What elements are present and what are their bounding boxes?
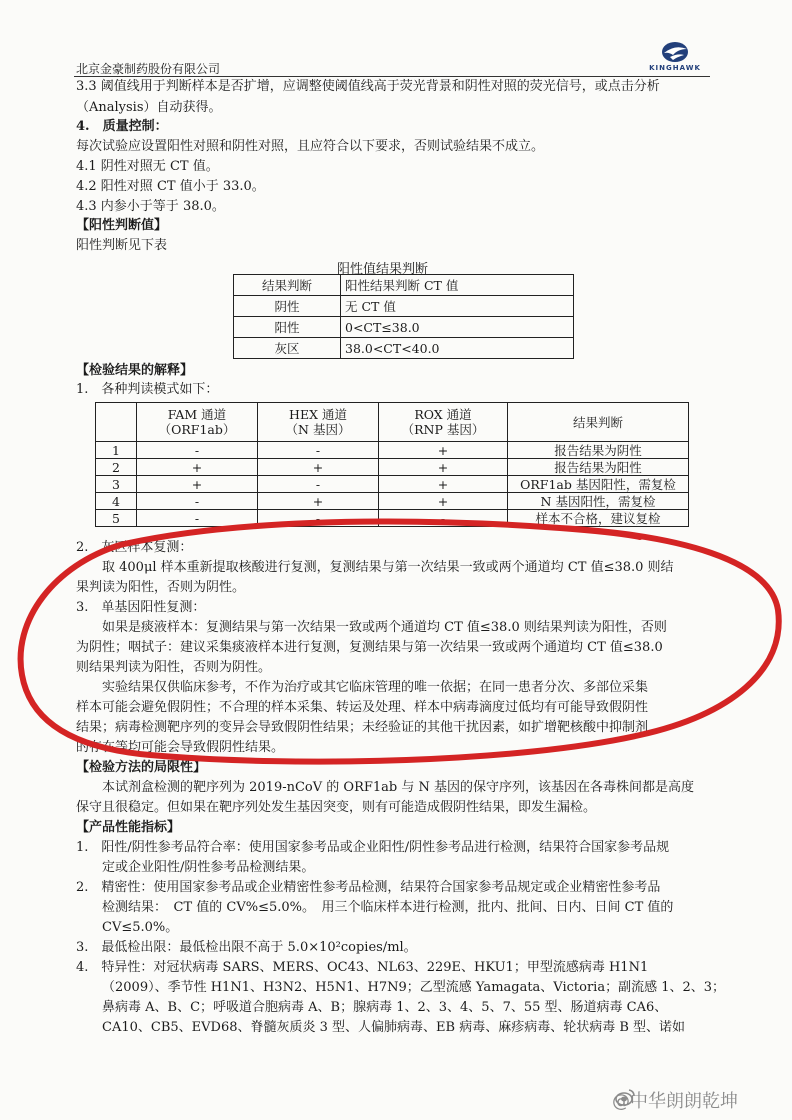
table-row [96,459,689,476]
positive-intro: 阳性判断见下表 [76,238,168,253]
table-row [96,493,689,510]
table-cell: - [258,476,379,493]
table-row [234,275,574,296]
hex-sub-header: （N 基因） [285,422,351,437]
table-cell: - [137,510,258,527]
perf-p3: 3. 最低检出限：最低检出限不高于 5.0×10²copies/ml。 [76,940,417,955]
header-rule [74,76,710,77]
table-cell: + [379,476,508,493]
table-cell: 阴性 [234,296,341,317]
positive-table [233,274,574,359]
table-cell: 灰区 [234,338,341,359]
perf-p4-line1: 4. 特异性：对冠状病毒 SARS、MERS、OC43、NL63、229E、HKU1；甲型流感病毒 H1N1 [76,960,649,975]
perf-p2-line3: CV≤5.0%。 [102,920,179,935]
interp-p2-title: 2. 灰区样本复测： [76,540,193,555]
rox-sub-header: （RNP 基因） [401,422,485,437]
table-cell: 报告结果为阴性 [508,442,689,459]
perf-p1-line1: 1. 阳性/阴性参考品符合率：使用国家参考品或企业阳性/阴性参考品进行检测，结果符合国家参考品规 [76,840,670,855]
table-header-cell [379,403,508,442]
positive-title: 【阳性判断值】 [76,218,168,233]
interp-p3-line3: 则结果判读为阳性，否则为阴性。 [76,660,272,675]
table-cell: - [379,510,508,527]
company-name: 北京金豪制药股份有限公司 [76,62,221,76]
table-row [234,296,574,317]
table-header-cell [258,403,379,442]
qc-title: 4. 质量控制： [76,119,168,134]
qc-item-2: 4.2 阳性对照 CT 值小于 33.0。 [76,179,265,194]
table-header-cell [137,403,258,442]
fam-sub-header: （ORF1ab） [158,422,236,437]
interp-p3-line2: 为阴性；咽拭子：建议采集痰液样本进行复测，复测结果与第一次结果一致或两个通道均 CT 值≤38.0 [76,640,663,655]
qc-item-3: 4.3 内参小于等于 38.0。 [76,199,225,214]
logo-text: KINGHAWK [649,64,701,72]
interp-p3-title: 3. 单基因阳性复测： [76,600,206,615]
table-cell: - [258,510,379,527]
sec33-line2: （Analysis）自动获得。 [76,100,222,115]
table-row [96,442,689,459]
table-cell: 4 [96,493,137,510]
readout-table [95,402,689,527]
table-cell: 无 CT 值 [341,296,574,317]
perf-p4-line2: （2009）、季节性 H1N1、H3N2、H5N1、H7N9；乙型流感 Yamagata、Victoria；副流感 1、2、3； [102,980,726,995]
table-cell: + [137,476,258,493]
positive-table-caption: 阳性值结果判断 [337,262,429,277]
table-cell: 38.0<CT<40.0 [341,338,574,359]
perf-p2-line1: 2. 精密性：使用国家参考品或企业精密性参考品检测，结果符合国家参考品规定或企业精密性参考品 [76,880,661,895]
table-cell: 3 [96,476,137,493]
table-cell: 阳性结果判断 CT 值 [341,275,574,296]
table-header-row [96,403,689,442]
perf-p1-line2: 定或企业阳性/阴性参考品检测结果。 [102,860,315,875]
interp-p4-line4: 的存在等均可能会导致假阴性结果。 [76,740,285,755]
table-cell: - [137,493,258,510]
table-cell: + [379,493,508,510]
table-cell: + [379,442,508,459]
limits-title: 【检验方法的局限性】 [76,760,207,775]
table-row [234,338,574,359]
interp-p4-line1: 实验结果仅供临床参考，不作为治疗或其它临床管理的唯一依据；在同一患者分次、多部位采集 [102,680,649,695]
hawk-emblem-icon [640,40,710,64]
rox-header: ROX 通道 [414,407,472,422]
perf-p2-line2: 检测结果： CT 值的 CV%≤5.0%。 用三个临床样本进行检测，批内、批间、日内、日间 CT 值的 [102,900,674,915]
table-row [234,317,574,338]
table-header-cell [96,403,137,442]
table-cell: 5 [96,510,137,527]
table-cell: 结果判断 [234,275,341,296]
table-cell: 2 [96,459,137,476]
interp-p2-line2: 果判读为阳性，否则为阴性。 [76,580,246,595]
perf-p4-line3: 鼻病毒 A、B、C；呼吸道合胞病毒 A、B；腺病毒 1、2、3、4、5、7、55 型、肠道病毒 CA6、 [102,1000,668,1015]
table-cell: 报告结果为阳性 [508,459,689,476]
table-cell: ORF1ab 基因阳性，需复检 [508,476,689,493]
table-cell: 1 [96,442,137,459]
interp-p4-line3: 结果；病毒检测靶序列的变异会导致假阴性结果；未经验证的其他干扰因素，如扩增靶核酸中抑制剂 [76,720,649,735]
interp-p2-line1: 取 400μl 样本重新提取核酸进行复测，复测结果与第一次结果一致或两个通道均 CT 值≤38.0 则结 [102,560,674,575]
table-row [96,510,689,527]
table-header-cell: 结果判断 [508,403,689,442]
table-cell: 阳性 [234,317,341,338]
perf-title: 【产品性能指标】 [76,820,181,835]
hex-header: HEX 通道 [289,407,347,422]
sec33-line1: 3.3 阈值线用于判断样本是否扩增，应调整使阈值线高于荧光背景和阴性对照的荧光信号，或点击分析 [76,79,660,94]
qc-intro: 每次试验应设置阳性对照和阴性对照，且应符合以下要求，否则试验结果不成立。 [76,139,545,154]
table-cell: + [258,459,379,476]
limits-line1: 本试剂盒检测的靶序列为 2019-nCoV 的 ORF1ab 与 N 基因的保守序列，该基因在各毒株间都是高度 [102,780,694,795]
table-cell: 样本不合格，建议复检 [508,510,689,527]
interp-p1: 1. 各种判读模式如下： [76,382,219,397]
perf-p4-line4: CA10、CB5、EVD68、脊髓灰质炎 3 型、人偏肺病毒、EB 病毒、麻疹病毒、轮状病毒 B 型、诺如 [102,1020,686,1035]
limits-line2: 保守且很稳定。但如果在靶序列处发生基因突变，则有可能造成假阴性结果，即发生漏检。 [76,800,597,815]
interp-title: 【检验结果的解释】 [76,363,194,378]
table-cell: + [258,493,379,510]
table-row [96,476,689,493]
table-cell: - [137,442,258,459]
table-cell: N 基因阳性，需复检 [508,493,689,510]
watermark-text: @中华朗朗乾坤 [612,1091,738,1112]
table-cell: - [258,442,379,459]
table-cell: + [379,459,508,476]
interp-p3-line1: 如果是痰液样本：复测结果与第一次结果一致或两个通道均 CT 值≤38.0 则结果判读为阳性，否则 [102,620,667,635]
kinghawk-logo [640,40,710,74]
qc-item-1: 4.1 阴性对照无 CT 值。 [76,159,219,174]
table-cell: 0<CT≤38.0 [341,317,574,338]
table-cell: + [137,459,258,476]
interp-p4-line2: 样本可能会避免假阴性；不合理的样本采集、转运及处理、样本中病毒滴度过低均有可能导致假阴性 [76,700,649,715]
fam-header: FAM 通道 [167,407,227,422]
